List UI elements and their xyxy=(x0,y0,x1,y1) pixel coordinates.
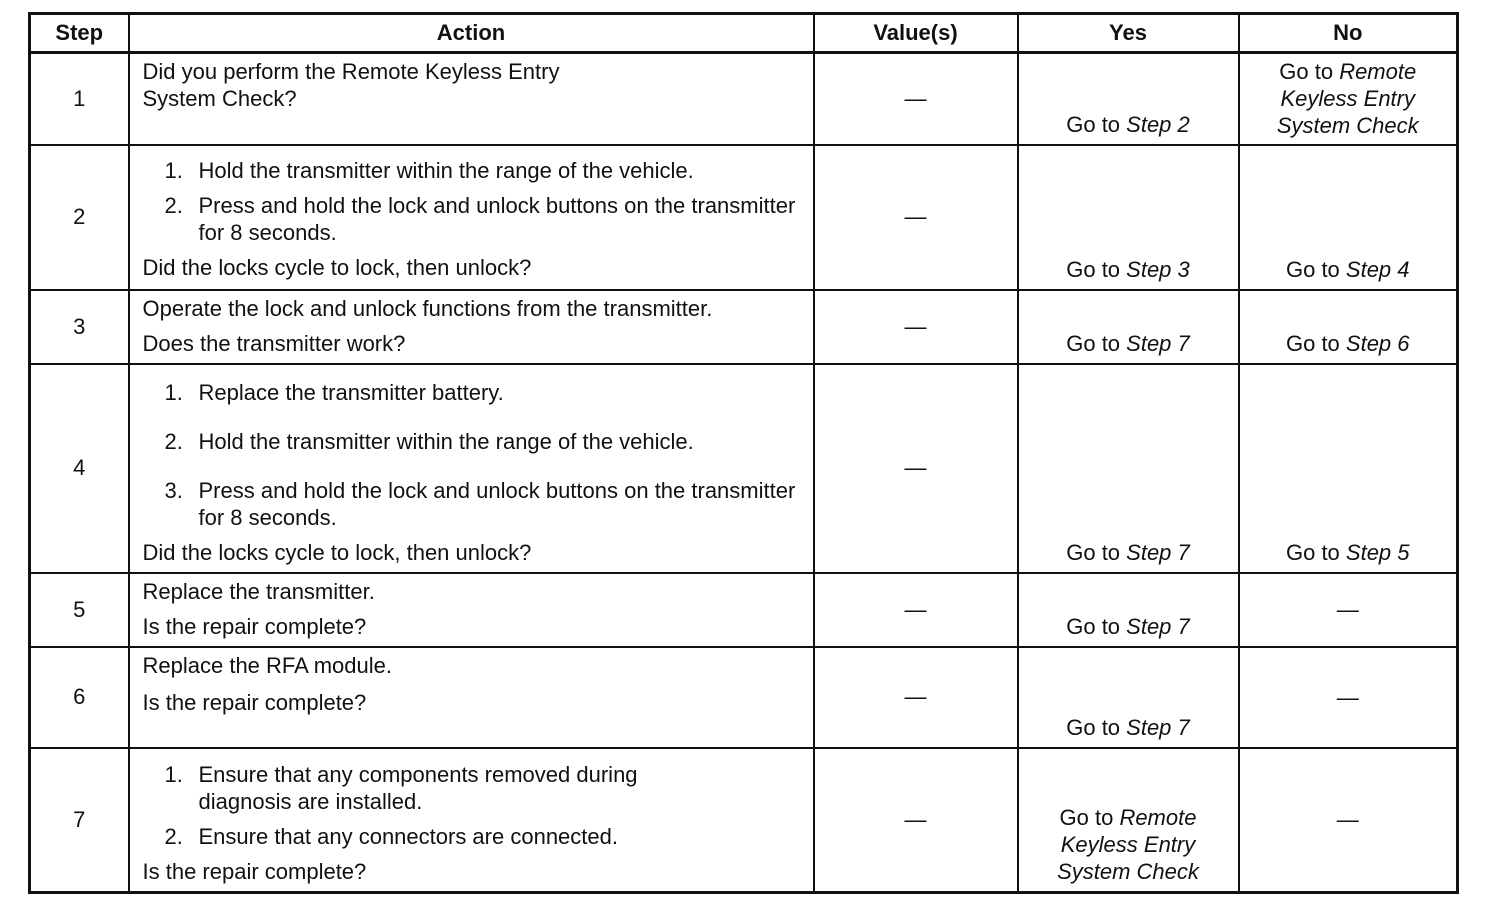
action-question: Is the repair complete? xyxy=(142,613,367,639)
yes-prefix: Go to xyxy=(1066,613,1127,639)
action-cell xyxy=(129,748,814,893)
yes-link[interactable]: Remote Keyless Entry System Check xyxy=(1057,805,1199,884)
yes-link[interactable]: Step 7 xyxy=(1126,714,1190,740)
action-question: Is the repair complete? xyxy=(142,689,367,715)
value-cell: — xyxy=(814,647,1018,748)
header-values: Value(s) xyxy=(814,14,1018,53)
no-prefix: Go to xyxy=(1285,330,1346,356)
yes-prefix: Go to xyxy=(1059,805,1120,830)
action-cell xyxy=(129,364,814,573)
yes-cell xyxy=(1018,53,1239,145)
action-question: Is the repair complete? xyxy=(142,858,367,884)
no-prefix: Go to xyxy=(1285,539,1346,565)
no-cell xyxy=(1239,290,1458,364)
yes-link[interactable]: Step 7 xyxy=(1126,539,1190,565)
list-item-text: Press and hold the lock and unlock buttons on the transmitter for 8 seconds. xyxy=(198,193,796,245)
list-item: 3. Press and hold the lock and unlock buttons on the transmitter for 8 seconds. xyxy=(164,477,796,530)
table-row-step-3 xyxy=(30,290,1458,364)
no-link[interactable]: Remote Keyless Entry System Check xyxy=(1276,59,1419,139)
yes-link[interactable]: Step 2 xyxy=(1126,111,1190,137)
step-number: 7 xyxy=(30,748,129,893)
table-row-step-7 xyxy=(30,748,1458,893)
yes-cell xyxy=(1018,573,1239,647)
no-link[interactable]: Step 4 xyxy=(1345,256,1410,282)
list-item-text: Ensure that any connectors are connected. xyxy=(198,823,618,849)
yes-prefix: Go to xyxy=(1066,111,1127,137)
step-number: 3 xyxy=(30,290,129,364)
value-cell: — xyxy=(814,364,1018,573)
no-prefix: Go to xyxy=(1285,256,1346,282)
yes-prefix: Go to xyxy=(1066,539,1127,565)
action-question: Did the locks cycle to lock, then unlock? xyxy=(142,255,532,280)
action-statement: Replace the RFA module. xyxy=(142,652,392,678)
action-question: Did you perform the Remote Keyless Entry System Check? xyxy=(142,59,560,111)
table-row-step-1 xyxy=(30,53,1458,145)
yes-link[interactable]: Step 3 xyxy=(1126,256,1190,282)
no-cell: — xyxy=(1239,748,1458,893)
value-cell: — xyxy=(814,53,1018,145)
header-row xyxy=(30,14,1458,53)
yes-prefix: Go to xyxy=(1066,714,1127,740)
action-statement: Operate the lock and unlock functions from the transmitter. xyxy=(142,295,713,321)
value-cell: — xyxy=(814,145,1018,290)
list-item: 1. Hold the transmitter within the range of the vehicle. xyxy=(164,158,694,183)
yes-cell xyxy=(1018,145,1239,290)
header-no: No xyxy=(1239,14,1458,53)
list-item-text: Replace the transmitter battery. xyxy=(198,379,504,405)
action-cell xyxy=(129,573,814,647)
header-yes: Yes xyxy=(1018,14,1239,53)
yes-link[interactable]: Step 7 xyxy=(1126,330,1190,356)
no-cell xyxy=(1239,53,1458,145)
no-link[interactable]: Step 6 xyxy=(1345,330,1410,356)
no-cell: — xyxy=(1239,647,1458,748)
list-item: 2. Ensure that any connectors are connected. xyxy=(164,823,618,849)
action-question: Does the transmitter work? xyxy=(142,330,406,356)
yes-cell xyxy=(1018,647,1239,748)
diagnostic-table xyxy=(28,12,1459,894)
step-number: 5 xyxy=(30,573,129,647)
step-number: 6 xyxy=(30,647,129,748)
step-number: 2 xyxy=(30,145,129,290)
list-item: 1. Replace the transmitter battery. xyxy=(164,379,504,405)
step-number: 4 xyxy=(30,364,129,573)
no-cell xyxy=(1239,364,1458,573)
table-row-step-4 xyxy=(30,364,1458,573)
action-steps-list xyxy=(143,761,803,850)
action-cell xyxy=(129,145,814,290)
yes-cell xyxy=(1018,290,1239,364)
no-prefix: Go to xyxy=(1279,59,1340,85)
no-cell: — xyxy=(1239,573,1458,647)
header-action: Action xyxy=(129,14,814,53)
action-cell xyxy=(129,290,814,364)
action-cell xyxy=(129,53,814,145)
yes-cell xyxy=(1018,364,1239,573)
action-steps-list xyxy=(143,379,803,531)
value-cell: — xyxy=(814,573,1018,647)
list-item: 2. Hold the transmitter within the range of the vehicle. xyxy=(164,428,694,454)
header-step: Step xyxy=(30,14,129,53)
action-question: Did the locks cycle to lock, then unlock? xyxy=(142,539,532,565)
list-item: 2. Press and hold the lock and unlock buttons on the transmitter for 8 seconds. xyxy=(164,193,796,245)
action-cell xyxy=(129,647,814,748)
yes-link[interactable]: Step 7 xyxy=(1126,613,1190,639)
action-statement: Replace the transmitter. xyxy=(142,578,375,604)
table-row-step-5 xyxy=(30,573,1458,647)
yes-prefix: Go to xyxy=(1066,256,1127,282)
list-item-text: Hold the transmitter within the range of the vehicle. xyxy=(198,158,694,183)
no-link[interactable]: Step 5 xyxy=(1345,539,1410,565)
value-cell: — xyxy=(814,748,1018,893)
list-item: 1. Ensure that any components removed during diagnosis are installed. xyxy=(164,761,638,814)
table-row-step-6 xyxy=(30,647,1458,748)
list-item-text: Press and hold the lock and unlock buttons on the transmitter for 8 seconds. xyxy=(198,477,796,530)
no-cell xyxy=(1239,145,1458,290)
table-row-step-2 xyxy=(30,145,1458,290)
step-number: 1 xyxy=(30,53,129,145)
list-item-text: Ensure that any components removed during diagnosis are installed. xyxy=(198,761,638,814)
yes-prefix: Go to xyxy=(1066,330,1127,356)
list-item-text: Hold the transmitter within the range of the vehicle. xyxy=(198,428,694,454)
yes-cell xyxy=(1018,748,1239,893)
action-steps-list xyxy=(143,157,803,246)
value-cell: — xyxy=(814,290,1018,364)
